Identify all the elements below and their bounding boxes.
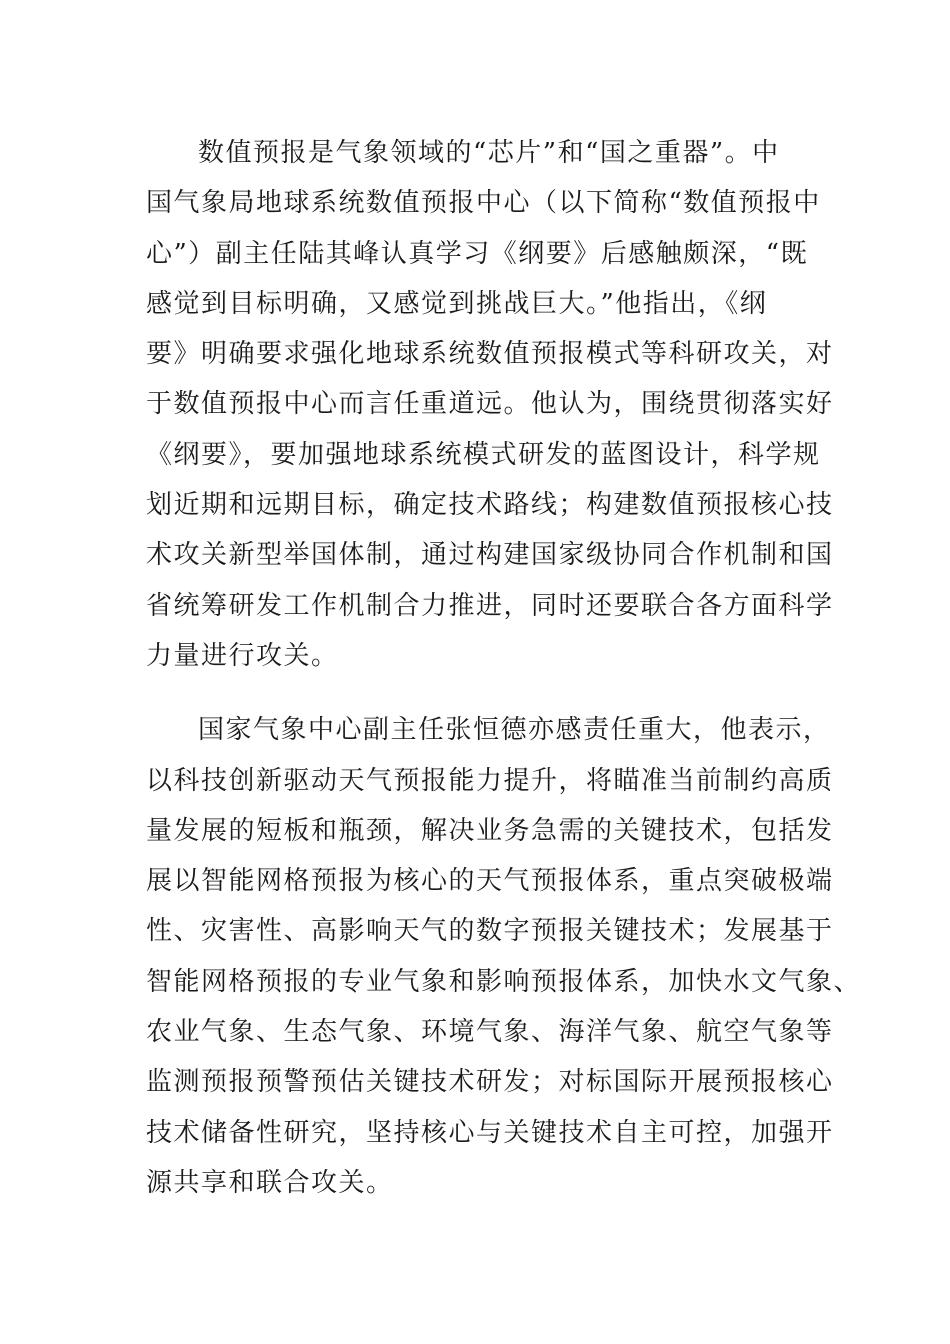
text-line: 于数值预报中心而言任重道远。他认为，围绕贯彻落实好 [146, 389, 834, 420]
text-line: 要》明确要求强化地球系统数值预报模式等科研攻关，对 [146, 339, 834, 370]
text-line: 划近期和远期目标，确定技术路线；构建数值预报核心技 [146, 490, 834, 521]
text-line: 以科技创新驱动天气预报能力提升，将瞄准当前制约高质 [146, 765, 834, 796]
text-line: 展以智能网格预报为核心的天气预报体系，重点突破极端 [146, 866, 834, 897]
text-line: 数值预报是气象领域的“芯片”和“国之重器”。中 [198, 138, 780, 168]
paragraph-1 [146, 128, 834, 681]
paragraph-2 [146, 705, 862, 1208]
text-line: 量发展的短板和瓶颈，解决业务急需的关键技术，包括发 [146, 815, 834, 846]
text-line: 心”）副主任陆其峰认真学习《纲要》后感触颇深，“既 [146, 238, 809, 269]
text-line: 性、灾害性、高影响天气的数字预报关键技术；发展基于 [146, 916, 834, 947]
text-line: 智能网格预报的专业气象和影响预报体系，加快水文气象、 [146, 966, 862, 997]
text-line: 国家气象中心副主任张恒德亦感责任重大，他表示， [198, 715, 831, 746]
text-line: 感觉到目标明确，又感觉到挑战巨大。”他指出，《纲 [146, 288, 768, 319]
text-line: 省统筹研发工作机制合力推进，同时还要联合各方面科学 [146, 590, 834, 621]
text-line: 源共享和联合攻关。 [146, 1167, 394, 1198]
text-line: 《纲要》，要加强地球系统模式研发的蓝图设计，科学规 [146, 439, 821, 470]
text-line: 国气象局地球系统数值预报中心（以下简称“数值预报中 [146, 188, 821, 219]
text-line: 术攻关新型举国体制，通过构建国家级协同合作机制和国 [146, 540, 834, 571]
text-line: 农业气象、生态气象、环境气象、海洋气象、航空气象等 [146, 1017, 834, 1048]
document-body [146, 128, 862, 1208]
text-line: 监测预报预警预估关键技术研发；对标国际开展预报核心 [146, 1067, 834, 1098]
text-line: 技术储备性研究，坚持核心与关键技术自主可控，加强开 [146, 1117, 834, 1148]
text-line: 力量进行攻关。 [146, 640, 339, 671]
